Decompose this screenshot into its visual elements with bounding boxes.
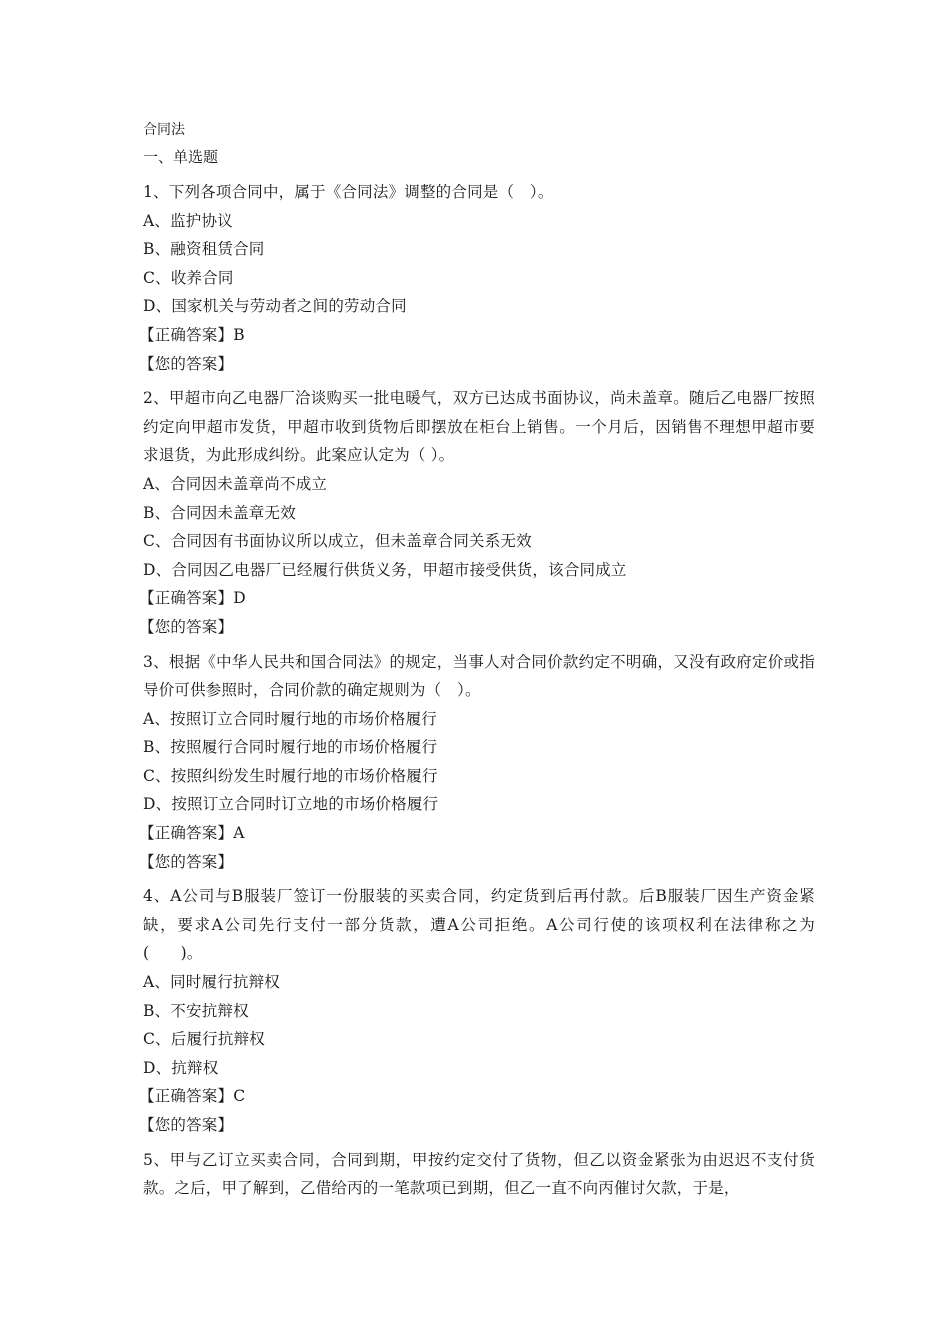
question-5 bbox=[143, 1146, 815, 1203]
question-3 bbox=[139, 648, 815, 877]
question-list bbox=[139, 178, 815, 1209]
question-4 bbox=[139, 882, 815, 1139]
correct-answer: 【正确答案】B bbox=[139, 325, 245, 344]
question-stem: 5、甲与乙订立买卖合同，合同到期，甲按约定交付了货物，但乙以资金紧张为由迟迟不支付货款。之后，甲了解到，乙借给丙的一笔款项已到期，但乙一直不向丙催讨欠款，于是， bbox=[143, 1150, 815, 1198]
your-answer: 【您的答案】 bbox=[139, 1116, 234, 1134]
correct-answer: 【正确答案】D bbox=[139, 589, 246, 608]
question-stem: 4、A公司与B服装厂签订一份服装的买卖合同，约定货到后再付款。后B服装厂因生产资金紧缺，要求A公司先行支付一部分货款，遭A公司拒绝。A公司行使的该项权利在法律称之为( )。 bbox=[143, 887, 815, 963]
section-heading: 一、单选题 bbox=[143, 148, 219, 166]
option-d: D、按照订立合同时订立地的市场价格履行 bbox=[143, 795, 439, 814]
your-answer: 【您的答案】 bbox=[139, 354, 234, 373]
option-a: A、监护协议 bbox=[143, 211, 233, 230]
option-b: B、融资租赁合同 bbox=[143, 240, 265, 259]
option-a: A、按照订立合同时履行地的市场价格履行 bbox=[143, 709, 437, 728]
document-title: 合同法 bbox=[143, 122, 185, 138]
correct-answer: 【正确答案】C bbox=[139, 1087, 246, 1106]
question-2 bbox=[139, 384, 815, 641]
option-a: A、合同因未盖章尚不成立 bbox=[143, 474, 328, 493]
question-stem: 3、根据《中华人民共和国合同法》的规定，当事人对合同价款约定不明确，又没有政府定价或指导价可供参照时，合同价款的确定规则为（ ）。 bbox=[143, 652, 815, 700]
option-c: C、后履行抗辩权 bbox=[143, 1030, 265, 1049]
option-c: C、合同因有书面协议所以成立，但未盖章合同关系无效 bbox=[143, 532, 532, 551]
option-b: B、合同因未盖章无效 bbox=[143, 503, 296, 522]
option-b: B、按照履行合同时履行地的市场价格履行 bbox=[143, 738, 438, 757]
correct-answer: 【正确答案】A bbox=[139, 824, 245, 843]
your-answer: 【您的答案】 bbox=[139, 617, 234, 636]
option-c: C、按照纠纷发生时履行地的市场价格履行 bbox=[143, 766, 438, 785]
question-stem: 2、甲超市向乙电器厂洽谈购买一批电暖气，双方已达成书面协议，尚未盖章。随后乙电器厂按照约定向甲超市发货，甲超市收到货物后即摆放在柜台上销售。一个月后，因销售不理想甲超市要求退货，为此形成纠纷。此案应认定为（ ）。 bbox=[143, 389, 815, 465]
question-1 bbox=[139, 178, 815, 378]
option-c: C、收养合同 bbox=[143, 268, 234, 287]
option-d: D、国家机关与劳动者之间的劳动合同 bbox=[143, 297, 407, 316]
option-a: A、同时履行抗辩权 bbox=[143, 973, 280, 992]
option-b: B、不安抗辩权 bbox=[143, 1001, 249, 1020]
question-stem: 1、下列各项合同中，属于《合同法》调整的合同是（ ）。 bbox=[143, 183, 554, 201]
option-d: D、抗辩权 bbox=[143, 1058, 219, 1077]
your-answer: 【您的答案】 bbox=[139, 852, 234, 871]
option-d: D、合同因乙电器厂已经履行供货义务，甲超市接受供货，该合同成立 bbox=[143, 560, 627, 579]
